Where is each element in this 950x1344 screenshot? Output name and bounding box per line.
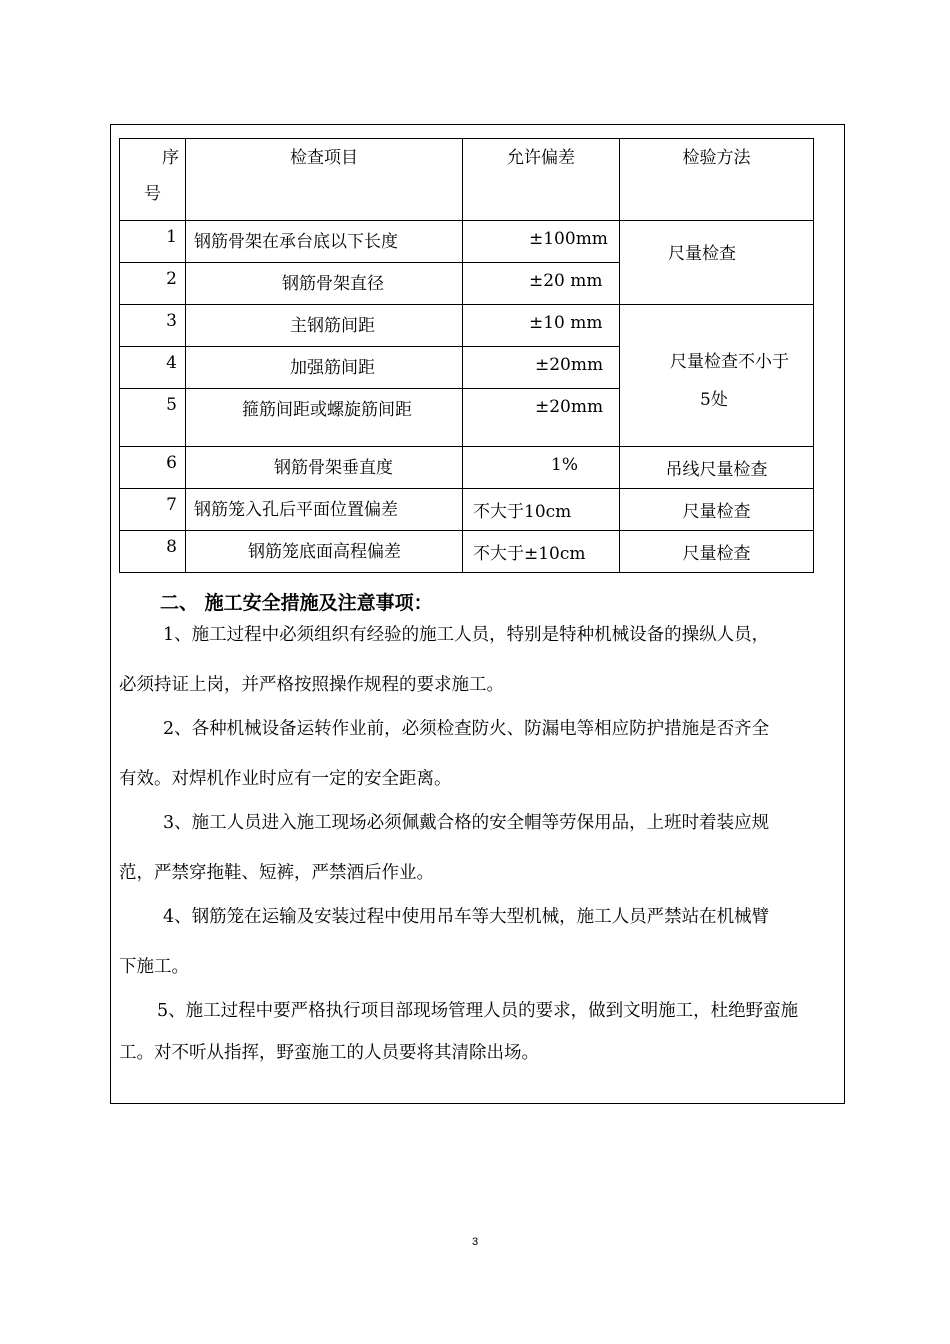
paragraph-2-line-1: 2、各种机械设备运转作业前，必须检查防火、防漏电等相应防护措施是否齐全 [163,719,770,739]
header-deviation: 允许偏差 [463,139,620,221]
paragraph-4-line-1: 4、钢筋笼在运输及安装过程中使用吊车等大型机械，施工人员严禁站在机械臂 [163,907,770,927]
paragraph-2-line-2: 有效。对焊机作业时应有一定的安全距离。 [119,769,452,789]
table-row: 8 钢筋笼底面高程偏差 不大于±10cm 尺量检查 [120,531,814,573]
table-header-row [120,139,814,221]
method-group-a: 尺量检查 [620,221,814,305]
header-method: 检验方法 [620,139,814,221]
table-row: 5 箍筋间距或螺旋筋间距 ±20mm [120,389,814,447]
table-row: 3 主钢筋间距 ±10 mm 尺量检查不小于 5处 [120,305,814,347]
paragraph-5-line-1: 5、施工过程中要严格执行项目部现场管理人员的要求，做到文明施工，杜绝野蛮施 [157,1001,799,1021]
table-row: 6 钢筋骨架垂直度 1% 吊线尺量检查 [120,447,814,489]
page-number: 3 [471,1236,479,1248]
header-no: 序 号 [120,139,186,221]
paragraph-5-line-2: 工。对不听从指挥，野蛮施工的人员要将其清除出场。 [119,1043,539,1063]
header-item: 检查项目 [186,139,463,221]
section-title: 二、 施工安全措施及注意事项： [160,592,433,614]
table-row: 4 加强筋间距 ±20mm [120,347,814,389]
paragraph-3-line-1: 3、施工人员进入施工现场必须佩戴合格的安全帽等劳保用品，上班时着装应规 [163,813,770,833]
paragraph-1-line-1: 1、施工过程中必须组织有经验的施工人员，特别是特种机械设备的操纵人员， [163,625,770,645]
method-group-b: 尺量检查不小于 5处 [620,305,814,447]
inspection-table [119,138,814,573]
paragraph-1-line-2: 必须持证上岗，并严格按照操作规程的要求施工。 [119,675,504,695]
paragraph-3-line-2: 范，严禁穿拖鞋、短裤，严禁酒后作业。 [119,863,434,883]
table-row: 2 钢筋骨架直径 ±20 mm [120,263,814,305]
table-row: 7 钢筋笼入孔后平面位置偏差 不大于10cm 尺量检查 [120,489,814,531]
paragraph-4-line-2: 下施工。 [119,957,189,977]
table-row: 1 钢筋骨架在承台底以下长度 ±100mm 尺量检查 [120,221,814,263]
